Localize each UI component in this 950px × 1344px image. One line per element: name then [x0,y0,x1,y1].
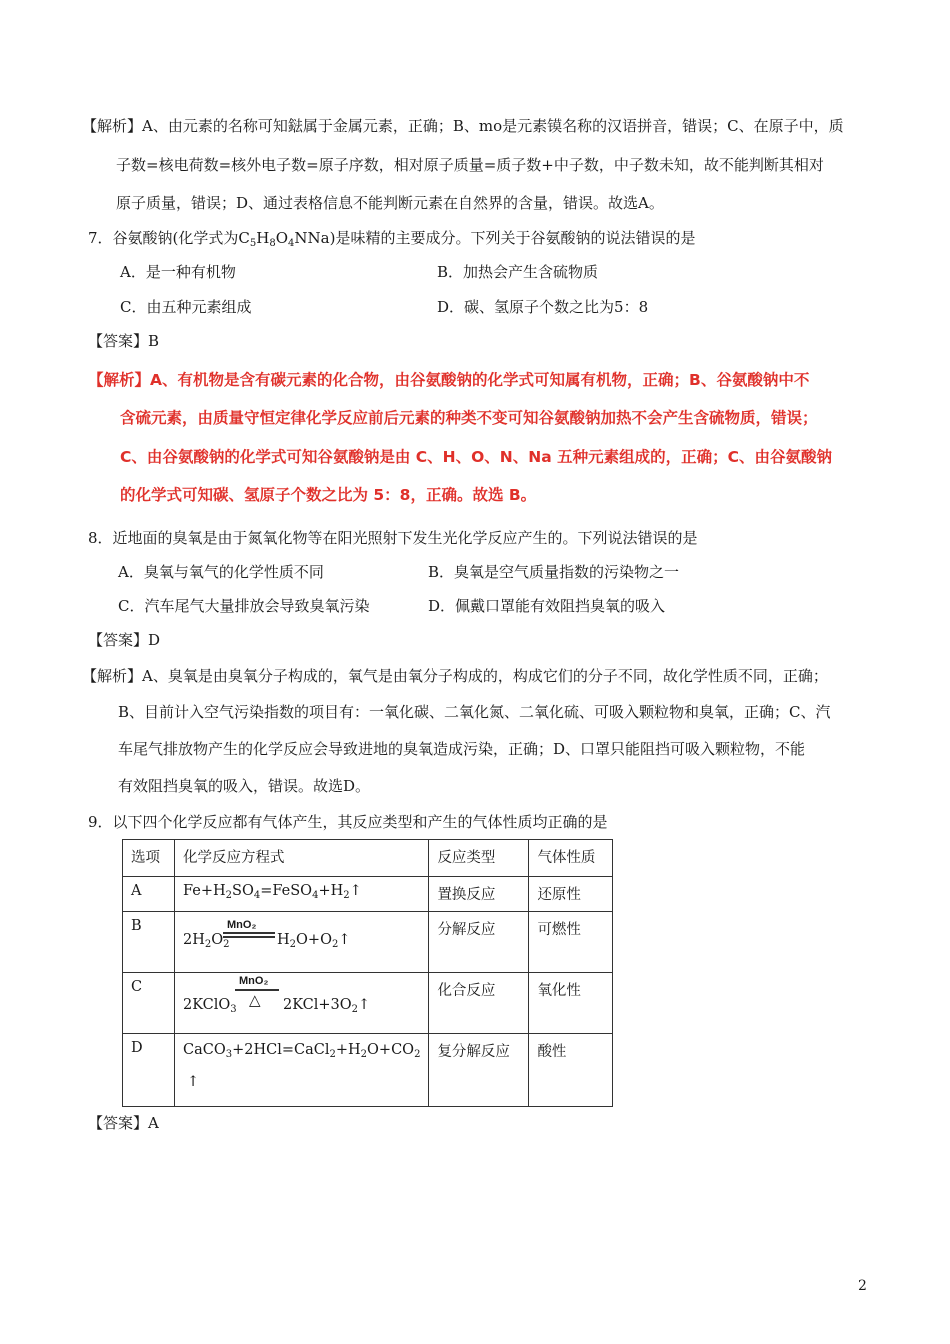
q7-analysis-line-2: 含硫元素，由质量守恒定律化学反应前后元素的种类不变可知谷氨酸钠加热不会产生含硫物质，错误； [120,409,818,427]
q8-option-c: C．汽车尾气大量排放会导致臭氧污染 [118,597,370,615]
table-row [123,912,613,973]
q6-analysis-line-3: 原子质量，错误；D、通过表格信息不能判断元素在自然界的含量，错误。故选A。 [116,194,664,212]
row-c-option: C [123,973,175,1034]
table-row [123,1034,613,1107]
row-a-option: A [123,877,175,912]
row-a-type: 置换反应 [429,877,529,912]
q8-stem: 8．近地面的臭氧是由于氮氧化物等在阳光照射下发生光化学反应产生的。下列说法错误的是 [88,529,698,547]
q7-option-a: A．是一种有机物 [120,263,236,281]
reaction-table [122,839,613,1107]
row-b-option: B [123,912,175,973]
heat-symbol: △ [249,991,261,1009]
q8-analysis-line-4: 有效阻挡臭氧的吸入，错误。故选D。 [118,777,371,795]
row-d-property: 酸性 [529,1034,613,1107]
q8-option-d: D．佩戴口罩能有效阻挡臭氧的吸入 [428,597,666,615]
q7-analysis-line-1: 【解析】A、有机物是含有碳元素的化合物，由谷氨酸钠的化学式可知属有机物，正确；B、谷氨酸钠中不 [88,371,810,389]
q9-answer: 【答案】A [88,1114,159,1132]
q7-analysis-line-4: 的化学式可知碳、氢原子个数之比为 5：8，正确。故选 B。 [120,486,537,504]
row-a-equation: $Fe+H_2SO_4=FeSO_4+H_2↑$ [175,877,429,912]
q7-option-d: D．碳、氢原子个数之比为5：8 [437,298,649,316]
q7-option-b: B．加热会产生含硫物质 [437,263,599,281]
q6-analysis-line-2: 子数=核电荷数=核外电子数=原子序数，相对原子质量=质子数+中子数，中子数未知，故不能判断其相对 [116,156,824,174]
row-b-equation: $2H_2O_2$ MnO₂ $H_2O+O_2↑$ [175,912,429,973]
q6-analysis-line-1: 【解析】A、由元素的名称可知鍅属于金属元素，正确；B、mo是元素镆名称的汉语拼音，错误；C、在原子中，质 [82,117,844,135]
catalyst-label: MnO₂ [227,919,257,931]
row-c-property: 氧化性 [529,973,613,1034]
header-property: 气体性质 [529,840,613,877]
q8-answer: 【答案】D [88,631,161,649]
row-b-type: 分解反应 [429,912,529,973]
row-c-equation: MnO₂ △ 2KClO$_3$ $2KCl+3O_2↑$ [175,973,429,1034]
q8-analysis-line-3: 车尾气排放物产生的化学反应会导致进地的臭氧造成污染，正确；D、口罩只能阻挡可吸入颗粒物，不能 [118,740,806,758]
table-row [123,877,613,912]
reaction-bar [223,936,275,938]
q8-option-b: B．臭氧是空气质量指数的污染物之一 [428,563,680,581]
q8-option-a: A．臭氧与氧气的化学性质不同 [118,563,324,581]
header-equation: 化学反应方程式 [175,840,429,877]
q7-option-c: C．由五种元素组成 [120,298,252,316]
row-d-type: 复分解反应 [429,1034,529,1107]
row-c-type: 化合反应 [429,973,529,1034]
q8-analysis-line-2: B、目前计入空气污染指数的项目有：一氧化碳、二氧化氮、二氧化硫、可吸入颗粒物和臭氧，正确；C、汽 [118,703,831,721]
reaction-bar [223,932,275,934]
row-d-equation: $CaCO_3+2HCl=CaCl_2+H_2O+CO_2$ ↑ [175,1034,429,1107]
q7-answer: 【答案】B [88,332,160,350]
table-header-row [123,840,613,877]
catalyst-label: MnO₂ [239,975,269,987]
row-a-property: 还原性 [529,877,613,912]
table-row [123,973,613,1034]
header-option: 选项 [123,840,175,877]
page-number: 2 [858,1278,867,1294]
q7-analysis-line-3: C、由谷氨酸钠的化学式可知谷氨酸钠是由 C、H、O、N、Na 五种元素组成的，正确；C、由谷氨酸钠 [120,448,832,466]
q8-analysis-line-1: 【解析】A、臭氧是由臭氧分子构成的，氧气是由氧分子构成的，构成它们的分子不同，故化学性质不同，正确； [82,667,828,685]
header-type: 反应类型 [429,840,529,877]
q7-stem: 7．谷氨酸钠(化学式为$C_5H_8O_4NNa$)是味精的主要成分。下列关于谷氨酸钠的说法错误的是 [88,229,696,249]
row-d-option: D [123,1034,175,1107]
row-b-property: 可燃性 [529,912,613,973]
q9-stem: 9．以下四个化学反应都有气体产生，其反应类型和产生的气体性质均正确的是 [88,813,608,831]
